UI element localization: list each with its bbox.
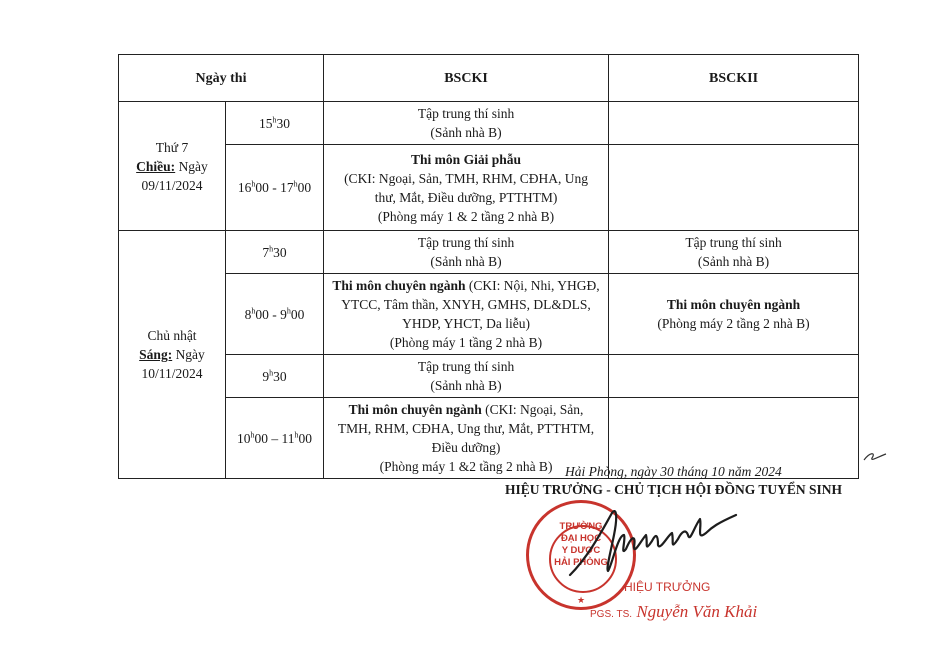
day1-cell [119, 102, 226, 231]
day1-session: Chiều: [136, 158, 176, 174]
handwritten-signature-icon [560, 505, 750, 580]
bscki-cell: Tập trung thí sinh (Sảnh nhà B) [324, 355, 609, 398]
table-row [119, 102, 859, 145]
bsckii-cell [609, 145, 859, 231]
header-bscki: BSCKI [324, 55, 609, 102]
signature-title: HIỆU TRƯỞNG - CHỦ TỊCH HỘI ĐỒNG TUYỂN SINH [505, 482, 843, 497]
table-row [119, 231, 859, 274]
day2-session-rest: Ngày [172, 347, 205, 362]
day2-weekday: Chủ nhật [147, 328, 197, 343]
bsckii-cell: Thi môn chuyên ngành (Phòng máy 2 tầng 2 nhà B) [609, 274, 859, 355]
day1-session-rest: Ngày [175, 158, 208, 174]
signature-date: Hải Phòng, ngày 30 tháng 10 năm 2024 [565, 464, 782, 479]
table-row [119, 145, 859, 231]
header-row [119, 55, 859, 102]
bscki-cell: Thi môn Giải phẫu (CKI: Ngoại, Sản, TMH, RHM, CĐHA, Ung thư, Mắt, Điều dưỡng, PTTHTM) (Phòng máy 1 & 2 tầng 2 nhà B) [324, 145, 609, 231]
time-cell: 7$^h$30 [226, 231, 324, 274]
header-bsckii: BSCKII [609, 55, 859, 102]
time-cell: 10$^h$00 – 11$^h$00 [226, 398, 324, 479]
bscki-cell: Thi môn chuyên ngành (CKI: Ngoại, Sản, TMH, RHM, CĐHA, Ung thư, Mắt, PTTHTM, Điều dưỡng) (Phòng máy 1 &2 tầng 2 nhà B) [324, 398, 609, 479]
day2-date: 10/11/2024 [141, 366, 203, 381]
bscki-cell: Tập trung thí sinh (Sảnh nhà B) [324, 231, 609, 274]
stamp-star-icon: ★ [577, 595, 586, 605]
signer-role: HIỆU TRƯỞNG [624, 580, 711, 594]
table-row [119, 274, 859, 355]
signer-name [590, 602, 757, 622]
bscki-cell: Tập trung thí sinh (Sảnh nhà B) [324, 102, 609, 145]
bsckii-cell: Tập trung thí sinh (Sảnh nhà B) [609, 231, 859, 274]
pen-mark-icon [862, 450, 888, 464]
day1-weekday: Thứ 7 [155, 139, 189, 155]
signer-name-prefix: PGS. TS. [590, 609, 633, 620]
stamp-text: TRƯỜNG ĐẠI HỌC Y DƯỢC HẢI PHÒNG [554, 521, 608, 568]
time-cell: 15$^h$30 [226, 102, 324, 145]
signer-name-text: Nguyễn Văn Khải [636, 602, 758, 621]
bsckii-cell [609, 102, 859, 145]
exam-schedule-table [118, 54, 859, 479]
table-row [119, 355, 859, 398]
time-cell: 16$^h$00 - 17$^h$00 [226, 145, 324, 231]
bscki-cell: Thi môn chuyên ngành (CKI: Nội, Nhi, YHGĐ, YTCC, Tâm thần, XNYH, GMHS, DL&DLS, YHDP, YHCT, Da liễu) (Phòng máy 1 tầng 2 nhà B) [324, 274, 609, 355]
time-cell: 9$^h$30 [226, 355, 324, 398]
day1-date: 09/11/2024 [141, 177, 203, 193]
day2-session: Sáng: [139, 347, 173, 362]
bsckii-cell [609, 355, 859, 398]
day2-cell [119, 231, 226, 479]
time-cell: 8$^h$00 - 9$^h$00 [226, 274, 324, 355]
header-date: Ngày thi [119, 55, 324, 102]
